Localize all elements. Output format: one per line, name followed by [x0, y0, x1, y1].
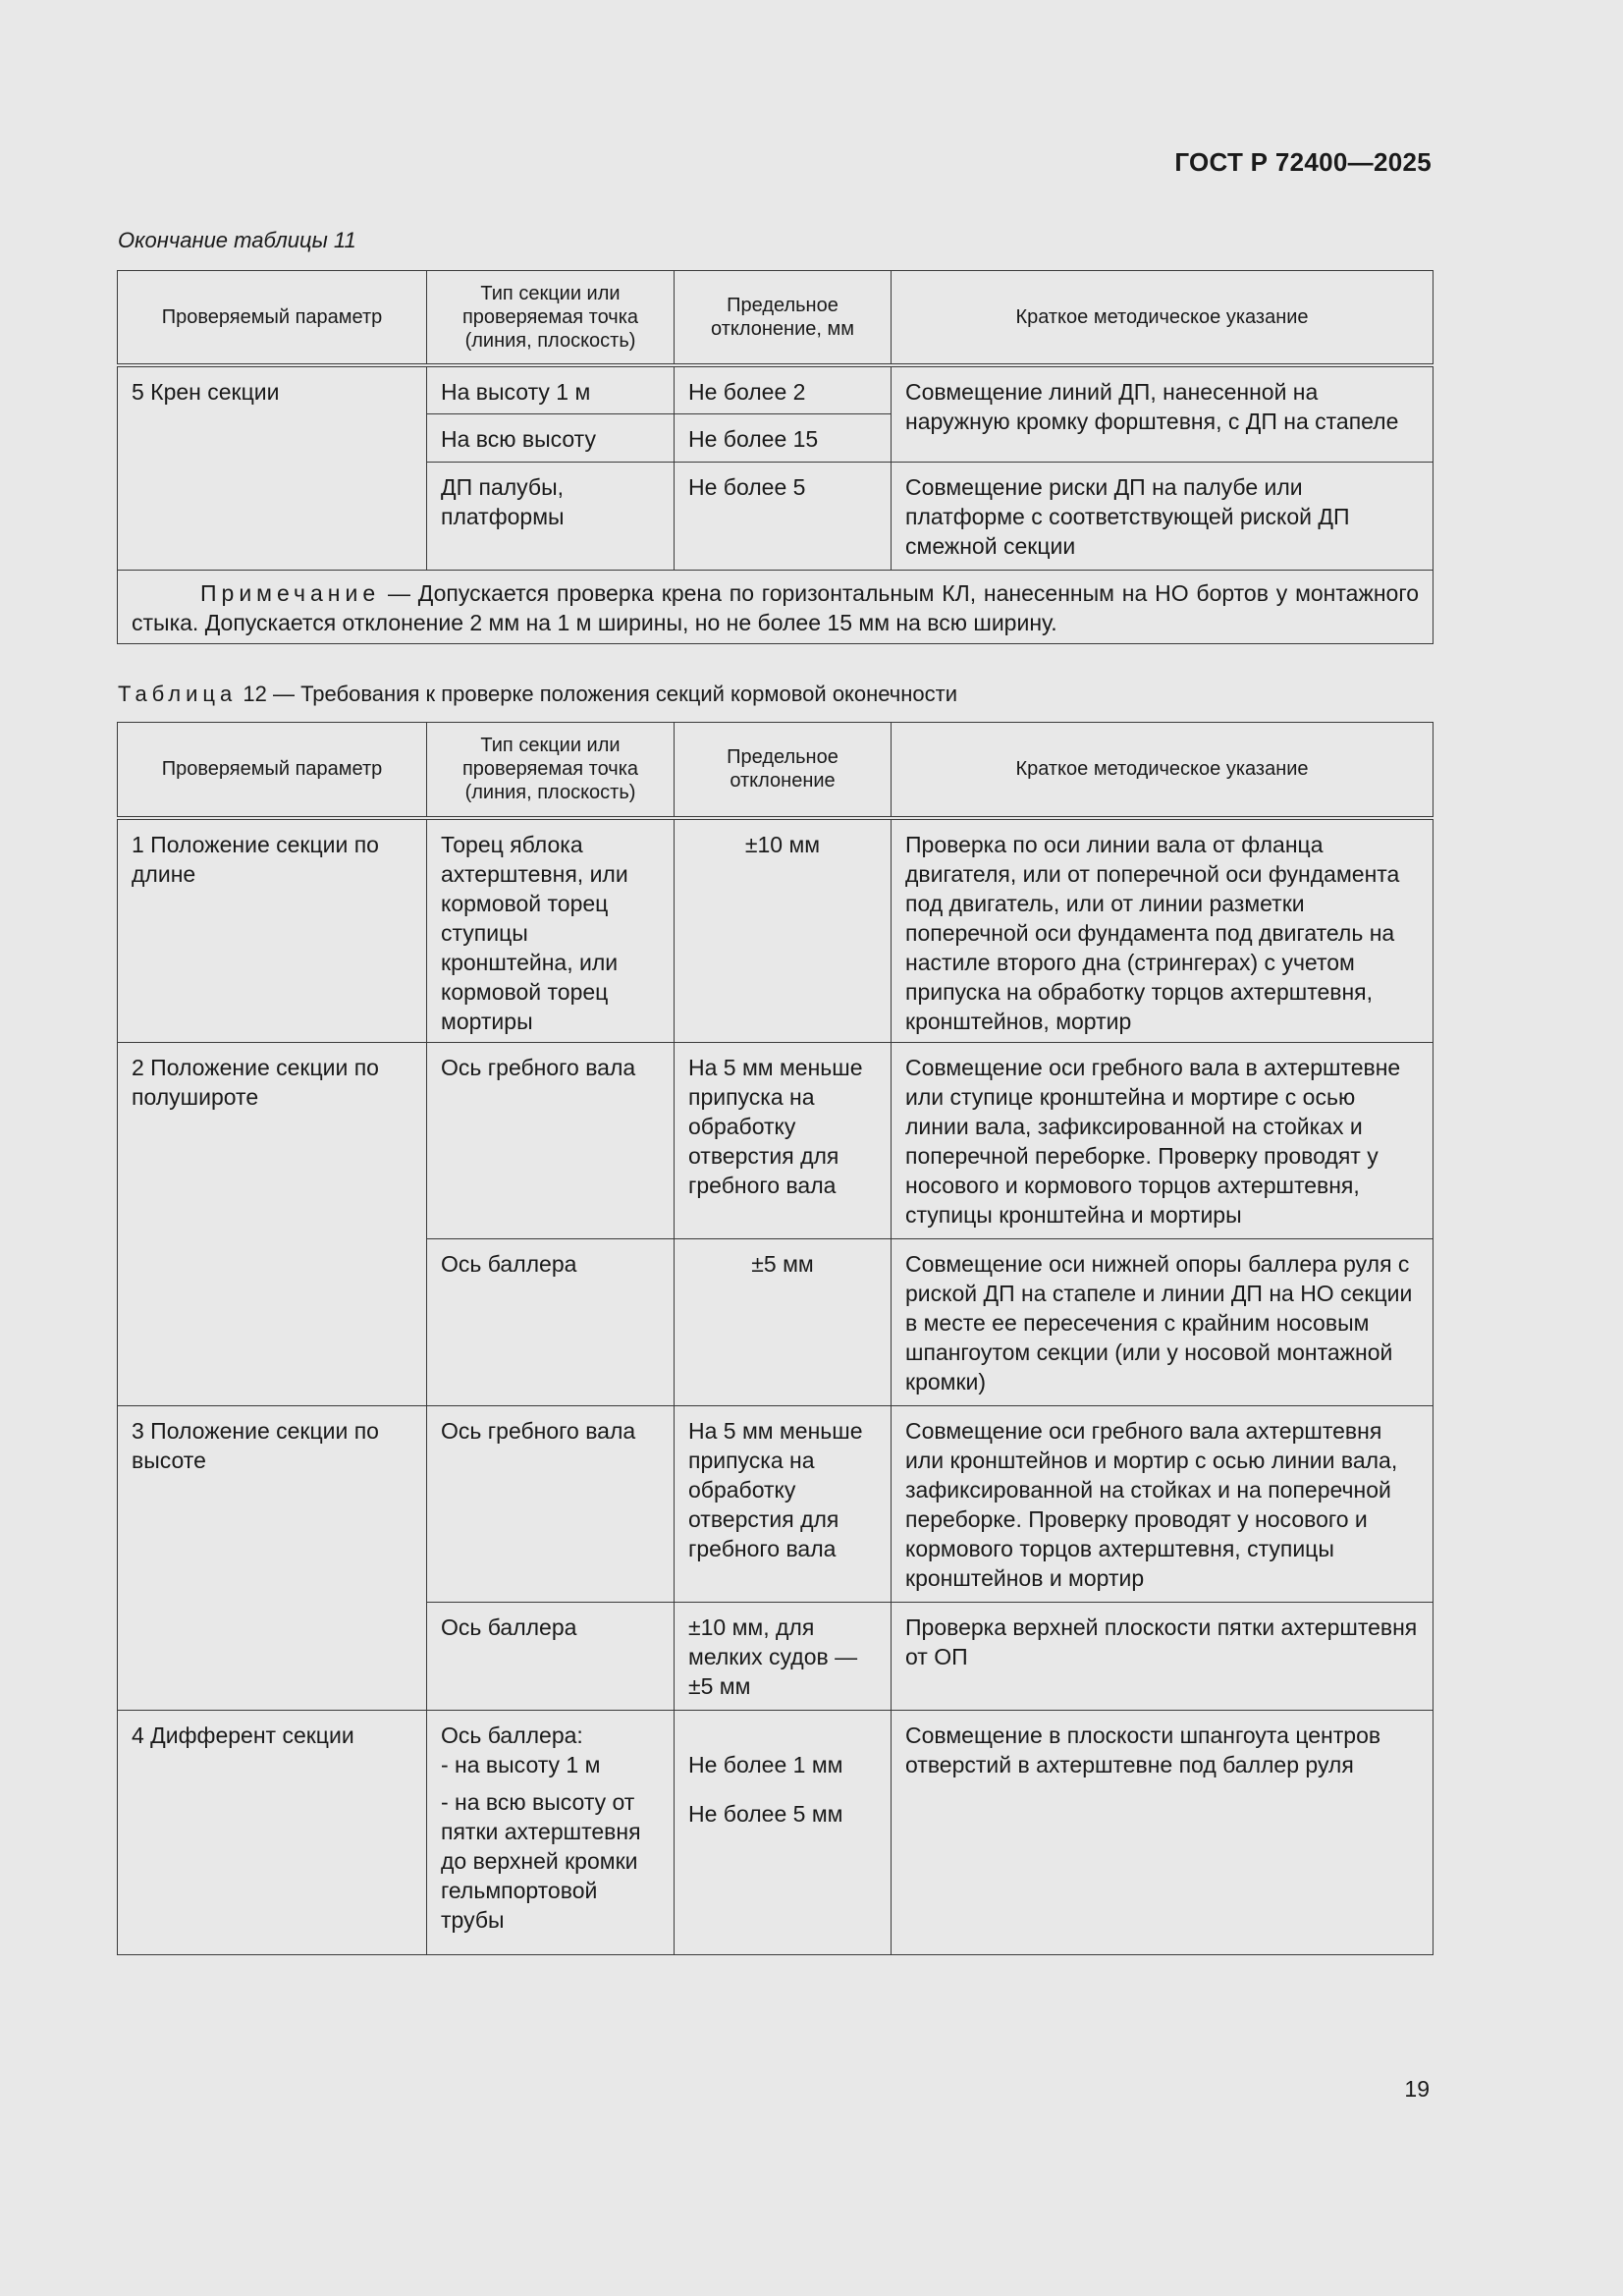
table12-caption [118, 682, 957, 707]
type-cell: Ось гребного вала [427, 1405, 675, 1602]
method-cell: Совмещение риски ДП на палубе или платформе с соответствующей риской ДП смежной секции [892, 463, 1434, 571]
table11-caption: Окончание таблицы 11 [118, 228, 356, 252]
type-item: - на высоту 1 м [441, 1751, 601, 1777]
table-row [118, 818, 1434, 1043]
table-row [118, 1405, 1434, 1602]
header-cell: Проверяемый параметр [118, 723, 427, 818]
header-cell: Краткое методическое указание [892, 723, 1434, 818]
type-cell: Ось баллера [427, 1238, 675, 1405]
param-cell: 3 Положение секции по высоте [118, 1405, 427, 1710]
deviation-cell: На 5 мм меньше припуска на обработку отверстия для гребного вала [675, 1042, 892, 1238]
deviation-cell: Не более 5 [675, 463, 892, 571]
param-cell: 2 Положение секции по полушироте [118, 1042, 427, 1405]
table-row [118, 1042, 1434, 1238]
table-12 [117, 722, 1434, 1955]
header-cell: Тип секции или проверяемая точка (линия, плоскость) [427, 271, 675, 365]
deviation-cell: ±10 мм, для мелких судов — ±5 мм [675, 1602, 892, 1710]
method-cell: Совмещение оси гребного вала в ахтерштевне или ступице кронштейна и мортире с осью линии вала, зафиксированной на стойках и поперечной переборке. Проверку проводят у носового и кормового торцов ахтерштевня, ступицы кронштейна и мортиры [892, 1042, 1434, 1238]
table-11 [117, 270, 1434, 644]
header-cell: Предельное отклонение [675, 723, 892, 818]
table-header-row [118, 723, 1434, 818]
note-text: — Допускается проверка крена по горизонтальным КЛ, нанесенным на НО бортов у монтажного стыка. Допускается отклонение 2 мм на 1 м ширины, но не более 15 мм на всю ширину. [132, 580, 1419, 635]
method-cell: Проверка верхней плоскости пятки ахтерштевня от ОП [892, 1602, 1434, 1710]
header-cell: Проверяемый параметр [118, 271, 427, 365]
param-cell: 5 Крен секции [118, 365, 427, 571]
note-cell [118, 571, 1434, 644]
type-title: Ось баллера: [441, 1722, 583, 1748]
param-cell: 4 Дифферент секции [118, 1710, 427, 1954]
type-cell: На высоту 1 м [427, 365, 675, 414]
method-cell: Совмещение оси нижней опоры баллера руля с риской ДП на стапеле и линии ДП на НО секции в месте ее пересечения с крайним носовым шпангоутом секции (или у носовой монтажной кромки) [892, 1238, 1434, 1405]
table12-caption-label: Таблица [118, 682, 238, 706]
type-cell: Торец яблока ахтерштевня, или кормовой торец ступицы кронштейна, или кормовой торец мортиры [427, 818, 675, 1043]
method-cell: Совмещение линий ДП, нанесенной на наружную кромку форштевня, с ДП на стапеле [892, 365, 1434, 463]
table-row [118, 365, 1434, 414]
deviation-cell: ±5 мм [675, 1238, 892, 1405]
deviation-cell: ±10 мм [675, 818, 892, 1043]
param-cell: 1 Положение секции по длине [118, 818, 427, 1043]
note-row [118, 571, 1434, 644]
table12-caption-text: 12 — Требования к проверке положения секций кормовой оконечности [237, 682, 958, 706]
page-number: 19 [1404, 2076, 1430, 2102]
method-cell: Проверка по оси линии вала от фланца двигателя, или от поперечной оси фундамента под двигатель, или от линии разметки поперечной оси фундамента под двигатель на настиле второго дна (стрингерах) с учетом припуска на обработку торцов ахтерштевня, кронштейнов, мортир [892, 818, 1434, 1043]
header-cell: Тип секции или проверяемая точка (линия, плоскость) [427, 723, 675, 818]
table-row [118, 1710, 1434, 1954]
deviation-item: Не более 1 мм [688, 1751, 843, 1777]
header-cell: Предельное отклонение, мм [675, 271, 892, 365]
deviation-cell: Не более 15 [675, 414, 892, 463]
deviation-item: Не более 5 мм [688, 1800, 843, 1827]
type-cell: Ось гребного вала [427, 1042, 675, 1238]
method-cell: Совмещение оси гребного вала ахтерштевня или кронштейнов и мортир с осью линии вала, зафиксированной на стойках и на поперечной переборке. Проверку проводят у носового и кормового торцов ахтерштевня, ступицы кронштейнов и мортир [892, 1405, 1434, 1602]
type-cell [427, 1710, 675, 1954]
type-item: - на всю высоту от пятки ахтерштевня до верхней кромки гельмпортовой трубы [441, 1788, 641, 1933]
deviation-cell [675, 1710, 892, 1954]
type-cell: Ось баллера [427, 1602, 675, 1710]
note-label: Примечание [200, 580, 381, 606]
header-cell: Краткое методическое указание [892, 271, 1434, 365]
table-header-row [118, 271, 1434, 365]
type-cell: На всю высоту [427, 414, 675, 463]
type-cell: ДП палубы, платформы [427, 463, 675, 571]
document-code: ГОСТ Р 72400—2025 [1174, 147, 1432, 177]
method-cell: Совмещение в плоскости шпангоута центров отверстий в ахтерштевне под баллер руля [892, 1710, 1434, 1954]
deviation-cell: Не более 2 [675, 365, 892, 414]
deviation-cell: На 5 мм меньше припуска на обработку отверстия для гребного вала [675, 1405, 892, 1602]
